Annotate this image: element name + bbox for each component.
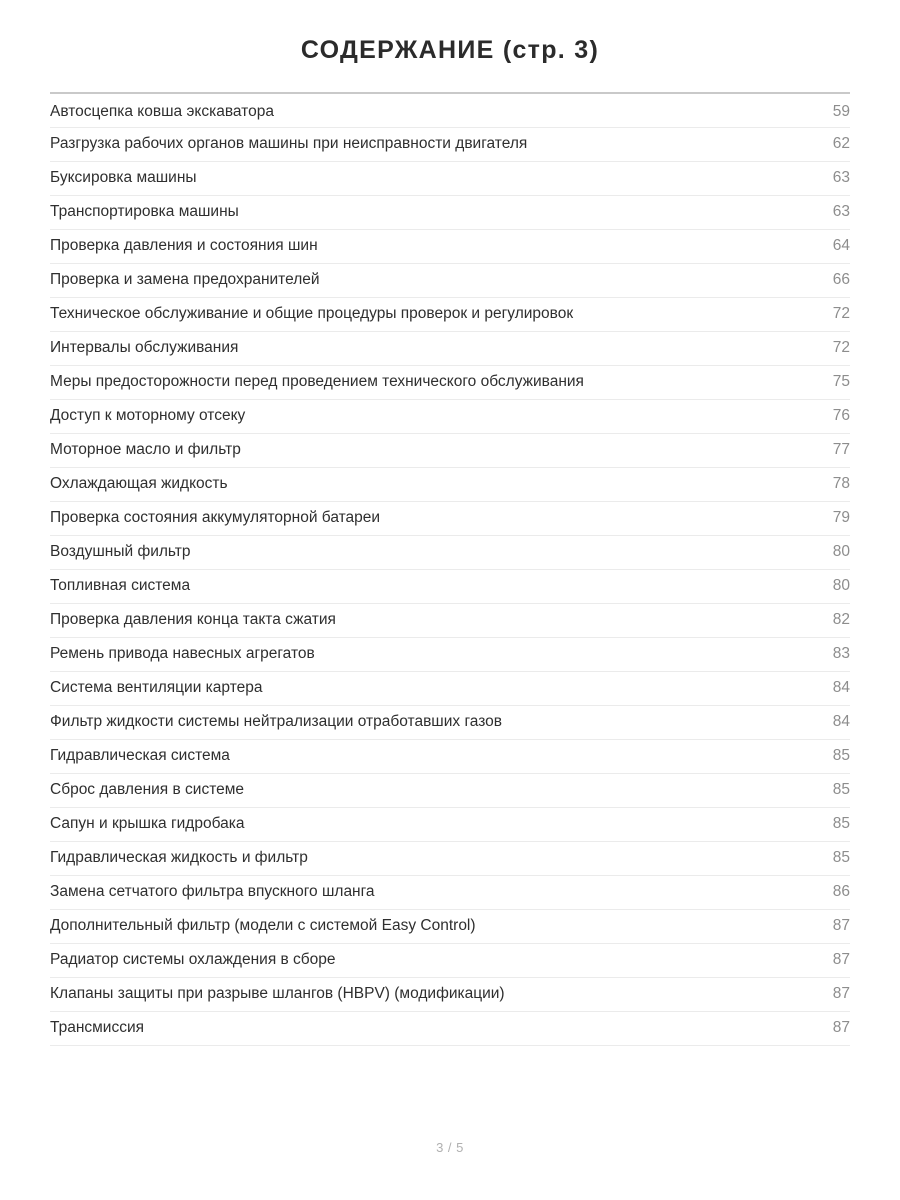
toc-entry-label: Транспортировка машины xyxy=(50,203,239,220)
toc-entry-page-number: 72 xyxy=(832,305,850,322)
toc-row[interactable] xyxy=(50,264,850,298)
toc-entry-page-number: 85 xyxy=(832,815,850,832)
toc-row[interactable] xyxy=(50,502,850,536)
toc-entry-page-number: 66 xyxy=(832,271,850,288)
toc-entry-page-number: 82 xyxy=(832,611,850,628)
table-of-contents xyxy=(50,94,850,1046)
toc-entry-label: Радиатор системы охлаждения в сборе xyxy=(50,951,336,968)
toc-entry-page-number: 59 xyxy=(832,103,850,120)
toc-entry-label: Топливная система xyxy=(50,577,191,594)
toc-entry-label: Система вентиляции картера xyxy=(50,679,263,696)
toc-row[interactable] xyxy=(50,808,850,842)
toc-entry-page-number: 87 xyxy=(832,951,850,968)
toc-row[interactable] xyxy=(50,910,850,944)
toc-entry-page-number: 63 xyxy=(832,169,850,186)
toc-row[interactable] xyxy=(50,672,850,706)
toc-row[interactable] xyxy=(50,774,850,808)
toc-entry-page-number: 84 xyxy=(832,713,850,730)
toc-row[interactable] xyxy=(50,638,850,672)
toc-row[interactable] xyxy=(50,434,850,468)
toc-entry-page-number: 85 xyxy=(832,747,850,764)
toc-entry-label: Гидравлическая система xyxy=(50,747,230,764)
toc-row[interactable] xyxy=(50,298,850,332)
toc-row[interactable] xyxy=(50,400,850,434)
toc-entry-page-number: 63 xyxy=(832,203,850,220)
toc-entry-label: Проверка давления и состояния шин xyxy=(50,237,318,254)
toc-entry-label: Гидравлическая жидкость и фильтр xyxy=(50,849,308,866)
toc-entry-page-number: 80 xyxy=(832,543,850,560)
toc-entry-label: Меры предосторожности перед проведением технического обслуживания xyxy=(50,373,584,390)
toc-entry-label: Клапаны защиты при разрыве шлангов (HBPV) (модификации) xyxy=(50,985,505,1002)
toc-entry-label: Сапун и крышка гидробака xyxy=(50,815,245,832)
toc-row[interactable] xyxy=(50,332,850,366)
page-title: СОДЕРЖАНИЕ (стр. 3) xyxy=(300,36,600,64)
toc-row[interactable] xyxy=(50,740,850,774)
toc-row[interactable] xyxy=(50,978,850,1012)
toc-entry-label: Сброс давления в системе xyxy=(50,781,245,798)
toc-row[interactable] xyxy=(50,230,850,264)
toc-row[interactable] xyxy=(50,196,850,230)
toc-row[interactable] xyxy=(50,162,850,196)
toc-entry-page-number: 72 xyxy=(832,339,850,356)
toc-entry-label: Проверка и замена предохранителей xyxy=(50,271,320,288)
toc-entry-label: Проверка состояния аккумуляторной батареи xyxy=(50,509,381,526)
toc-entry-label: Интервалы обслуживания xyxy=(50,339,239,356)
toc-entry-page-number: 75 xyxy=(832,373,850,390)
toc-row[interactable] xyxy=(50,94,850,128)
toc-row[interactable] xyxy=(50,536,850,570)
toc-entry-page-number: 62 xyxy=(832,135,850,152)
toc-entry-page-number: 79 xyxy=(832,509,850,526)
toc-entry-page-number: 84 xyxy=(832,679,850,696)
toc-entry-page-number: 83 xyxy=(832,645,850,662)
toc-entry-label: Дополнительный фильтр (модели с системой Easy Control) xyxy=(50,917,476,934)
toc-entry-label: Трансмиссия xyxy=(50,1019,145,1036)
toc-entry-page-number: 86 xyxy=(832,883,850,900)
toc-entry-label: Буксировка машины xyxy=(50,169,197,186)
toc-entry-label: Моторное масло и фильтр xyxy=(50,441,241,458)
toc-row[interactable] xyxy=(50,128,850,162)
toc-entry-page-number: 85 xyxy=(832,849,850,866)
toc-entry-page-number: 80 xyxy=(832,577,850,594)
toc-row[interactable] xyxy=(50,570,850,604)
toc-entry-label: Фильтр жидкости системы нейтрализации отработавших газов xyxy=(50,713,503,730)
toc-row[interactable] xyxy=(50,876,850,910)
toc-row[interactable] xyxy=(50,468,850,502)
toc-entry-page-number: 77 xyxy=(832,441,850,458)
toc-entry-page-number: 64 xyxy=(832,237,850,254)
toc-row[interactable] xyxy=(50,1012,850,1046)
toc-entry-page-number: 87 xyxy=(832,1019,850,1036)
toc-entry-label: Разгрузка рабочих органов машины при неисправности двигателя xyxy=(50,135,528,152)
page-footer: 3 / 5 xyxy=(436,1140,464,1155)
toc-row[interactable] xyxy=(50,944,850,978)
toc-entry-page-number: 87 xyxy=(832,985,850,1002)
toc-entry-page-number: 76 xyxy=(832,407,850,424)
toc-entry-label: Охлаждающая жидкость xyxy=(50,475,228,492)
toc-entry-page-number: 87 xyxy=(832,917,850,934)
toc-entry-label: Замена сетчатого фильтра впускного шланга xyxy=(50,883,375,900)
toc-entry-label: Проверка давления конца такта сжатия xyxy=(50,611,336,628)
toc-row[interactable] xyxy=(50,842,850,876)
toc-entry-label: Техническое обслуживание и общие процедуры проверок и регулировок xyxy=(50,305,574,322)
toc-entry-page-number: 85 xyxy=(832,781,850,798)
toc-row[interactable] xyxy=(50,604,850,638)
toc-entry-page-number: 78 xyxy=(832,475,850,492)
toc-row[interactable] xyxy=(50,366,850,400)
toc-row[interactable] xyxy=(50,706,850,740)
toc-entry-label: Ремень привода навесных агрегатов xyxy=(50,645,315,662)
toc-entry-label: Воздушный фильтр xyxy=(50,543,191,560)
toc-entry-label: Доступ к моторному отсеку xyxy=(50,407,246,424)
toc-entry-label: Автосцепка ковша экскаватора xyxy=(50,103,274,120)
